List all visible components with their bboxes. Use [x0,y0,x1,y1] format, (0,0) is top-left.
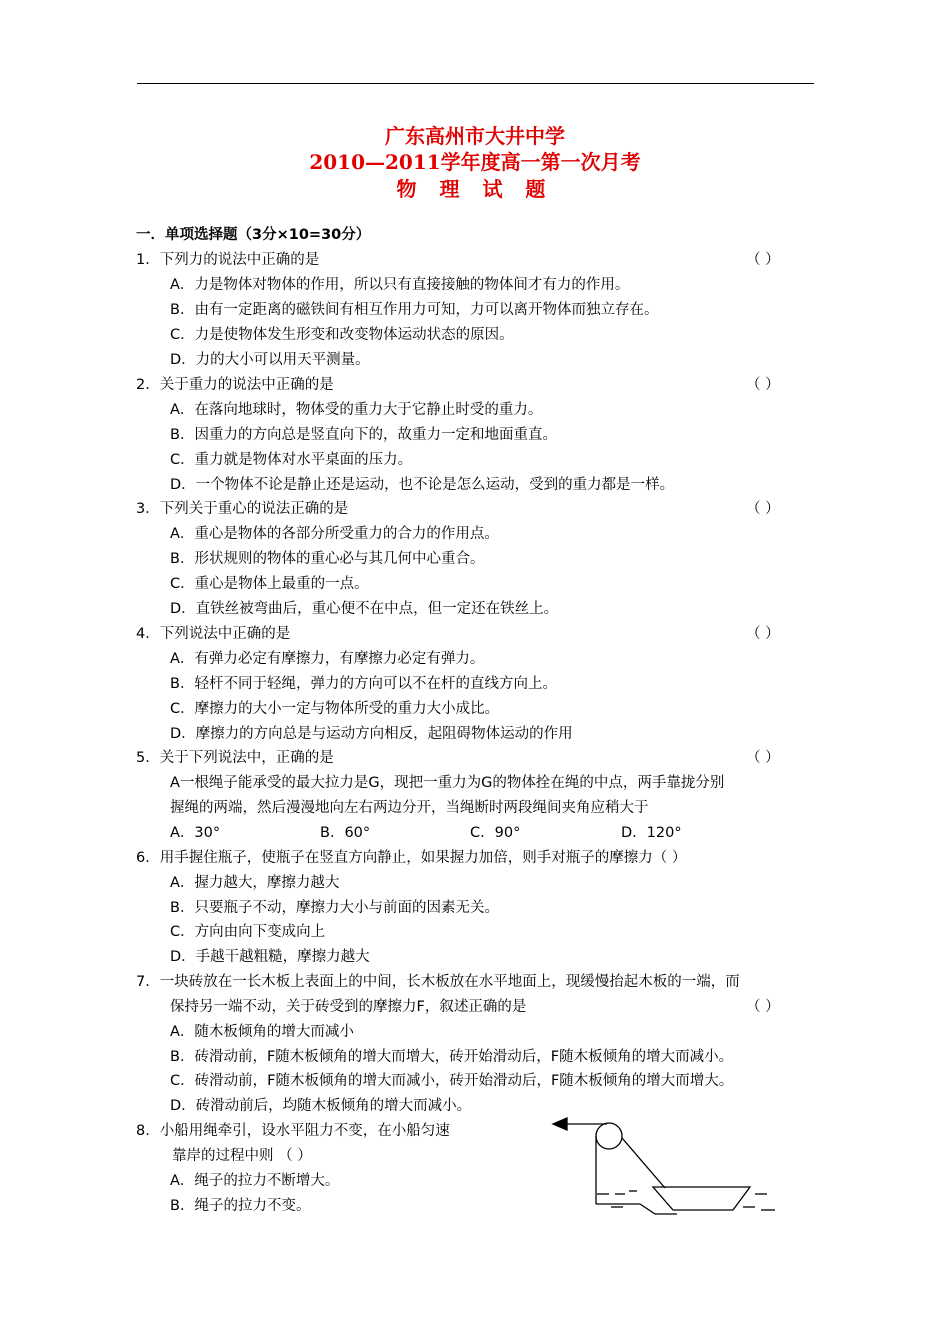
exam-title: 2010—2011学年度高一第一次月考 [309,150,641,174]
question-stem-continued: 靠岸的过程中则 （ ） [172,1148,312,1164]
option-d: D．砖滑动前后，均随木板倾角的增大而减小。 [170,1098,472,1114]
question-body: 握绳的两端，然后漫漫地向左右两边分开，当绳断时两段绳间夹角应稍大于 [170,800,649,816]
option-b: B．只要瓶子不动，摩擦力大小与前面的因素无关。 [170,900,499,916]
option-a: A．随木板倾角的增大而减小 [170,1024,354,1040]
boat-pulley-diagram [545,1112,785,1222]
option-d: D．直铁丝被弯曲后，重心便不在中点，但一定还在铁丝上。 [170,601,559,617]
rope-slanted [622,1138,665,1188]
question-stem: 4．下列说法中正确的是 [136,626,291,642]
option-b: B．绳子的拉力不变。 [170,1198,311,1214]
question-stem-continued: 保持另一端不动，关于砖受到的摩擦力F，叙述正确的是 [170,999,527,1015]
pulley-icon [596,1123,622,1149]
option-c: C．90° [470,825,521,841]
option-d: D．摩擦力的方向总是与运动方向相反，起阻碍物体运动的作用 [170,726,573,742]
option-c: C．砖滑动前，F随木板倾角的增大而减小，砖开始滑动后，F随木板倾角的增大而增大。 [170,1073,734,1089]
option-d: D．120° [621,825,682,841]
option-a: A．重心是物体的各部分所受重力的合力的作用点。 [170,526,499,542]
answer-paren: （ ） [746,501,780,517]
boat-shape [653,1187,750,1210]
section-heading: 一．单项选择题（3分×10=30分） [136,227,371,243]
option-b: B．砖滑动前，F随木板倾角的增大而增大，砖开始滑动后，F随木板倾角的增大而减小。 [170,1049,734,1065]
option-d: D．力的大小可以用天平测量。 [170,352,370,368]
subject-title: 物 理 试 题 [396,177,554,201]
option-a: A．30° [170,825,221,841]
bank-slope [640,1204,655,1214]
option-a: A．力是物体对物体的作用，所以只有直接接触的物体间才有力的作用。 [170,277,630,293]
question-stem: 3．下列关于重心的说法正确的是 [136,501,349,517]
option-c: C．重心是物体上最重的一点。 [170,576,369,592]
answer-paren: （ ） [746,626,780,642]
option-d: D．一个物体不论是静止还是运动，也不论是怎么运动，受到的重力都是一样。 [170,477,675,493]
option-c: C．力是使物体发生形变和改变物体运动状态的原因。 [170,327,514,343]
school-title: 广东高州市大井中学 [385,124,565,148]
question-stem: 6．用手握住瓶子，使瓶子在竖直方向静止，如果握力加倍，则手对瓶子的摩擦力（ ） [136,850,687,866]
top-rule [137,83,814,84]
question-stem: 2．关于重力的说法中正确的是 [136,377,334,393]
question-stem: 5．关于下列说法中，正确的是 [136,750,334,766]
option-b: B．60° [320,825,371,841]
option-c: C．重力就是物体对水平桌面的压力。 [170,452,413,468]
question-stem: 7．一块砖放在一长木板上表面上的中间，长木板放在水平地面上，现缓慢抬起木板的一端，而 [136,974,740,990]
answer-paren: （ ） [746,377,780,393]
option-a: A．在落向地球时，物体受的重力大于它静止时受的重力。 [170,402,543,418]
option-a: A．有弹力必定有摩擦力，有摩擦力必定有弹力。 [170,651,485,667]
option-a: A．握力越大，摩擦力越大 [170,875,340,891]
option-b: B．由有一定距离的磁铁间有相互作用力可知，力可以离开物体而独立存在。 [170,302,659,318]
answer-paren: （ ） [746,999,780,1015]
option-b: B．形状规则的物体的重心必与其几何中心重合。 [170,551,485,567]
question-body: A一根绳子能承受的最大拉力是G，现把一重力为G的物体拴在绳的中点，两手靠拢分别 [170,775,725,791]
question-stem: 1．下列力的说法中正确的是 [136,252,320,268]
option-c: C．方向由向下变成向上 [170,924,326,940]
option-d: D．手越干越粗糙，摩擦力越大 [170,949,370,965]
answer-paren: （ ） [746,750,780,766]
question-stem: 8．小船用绳牵引，设水平阻力不变，在小船匀速 [136,1123,450,1139]
option-b: B．因重力的方向总是竖直向下的，故重力一定和地面重直。 [170,427,557,443]
arrow-left-icon [553,1118,567,1130]
answer-paren: （ ） [746,252,780,268]
option-c: C．摩擦力的大小一定与物体所受的重力大小成比。 [170,701,500,717]
option-b: B．轻杆不同于轻绳，弹力的方向可以不在杆的直线方向上。 [170,676,557,692]
option-a: A．绳子的拉力不断增大。 [170,1173,340,1189]
